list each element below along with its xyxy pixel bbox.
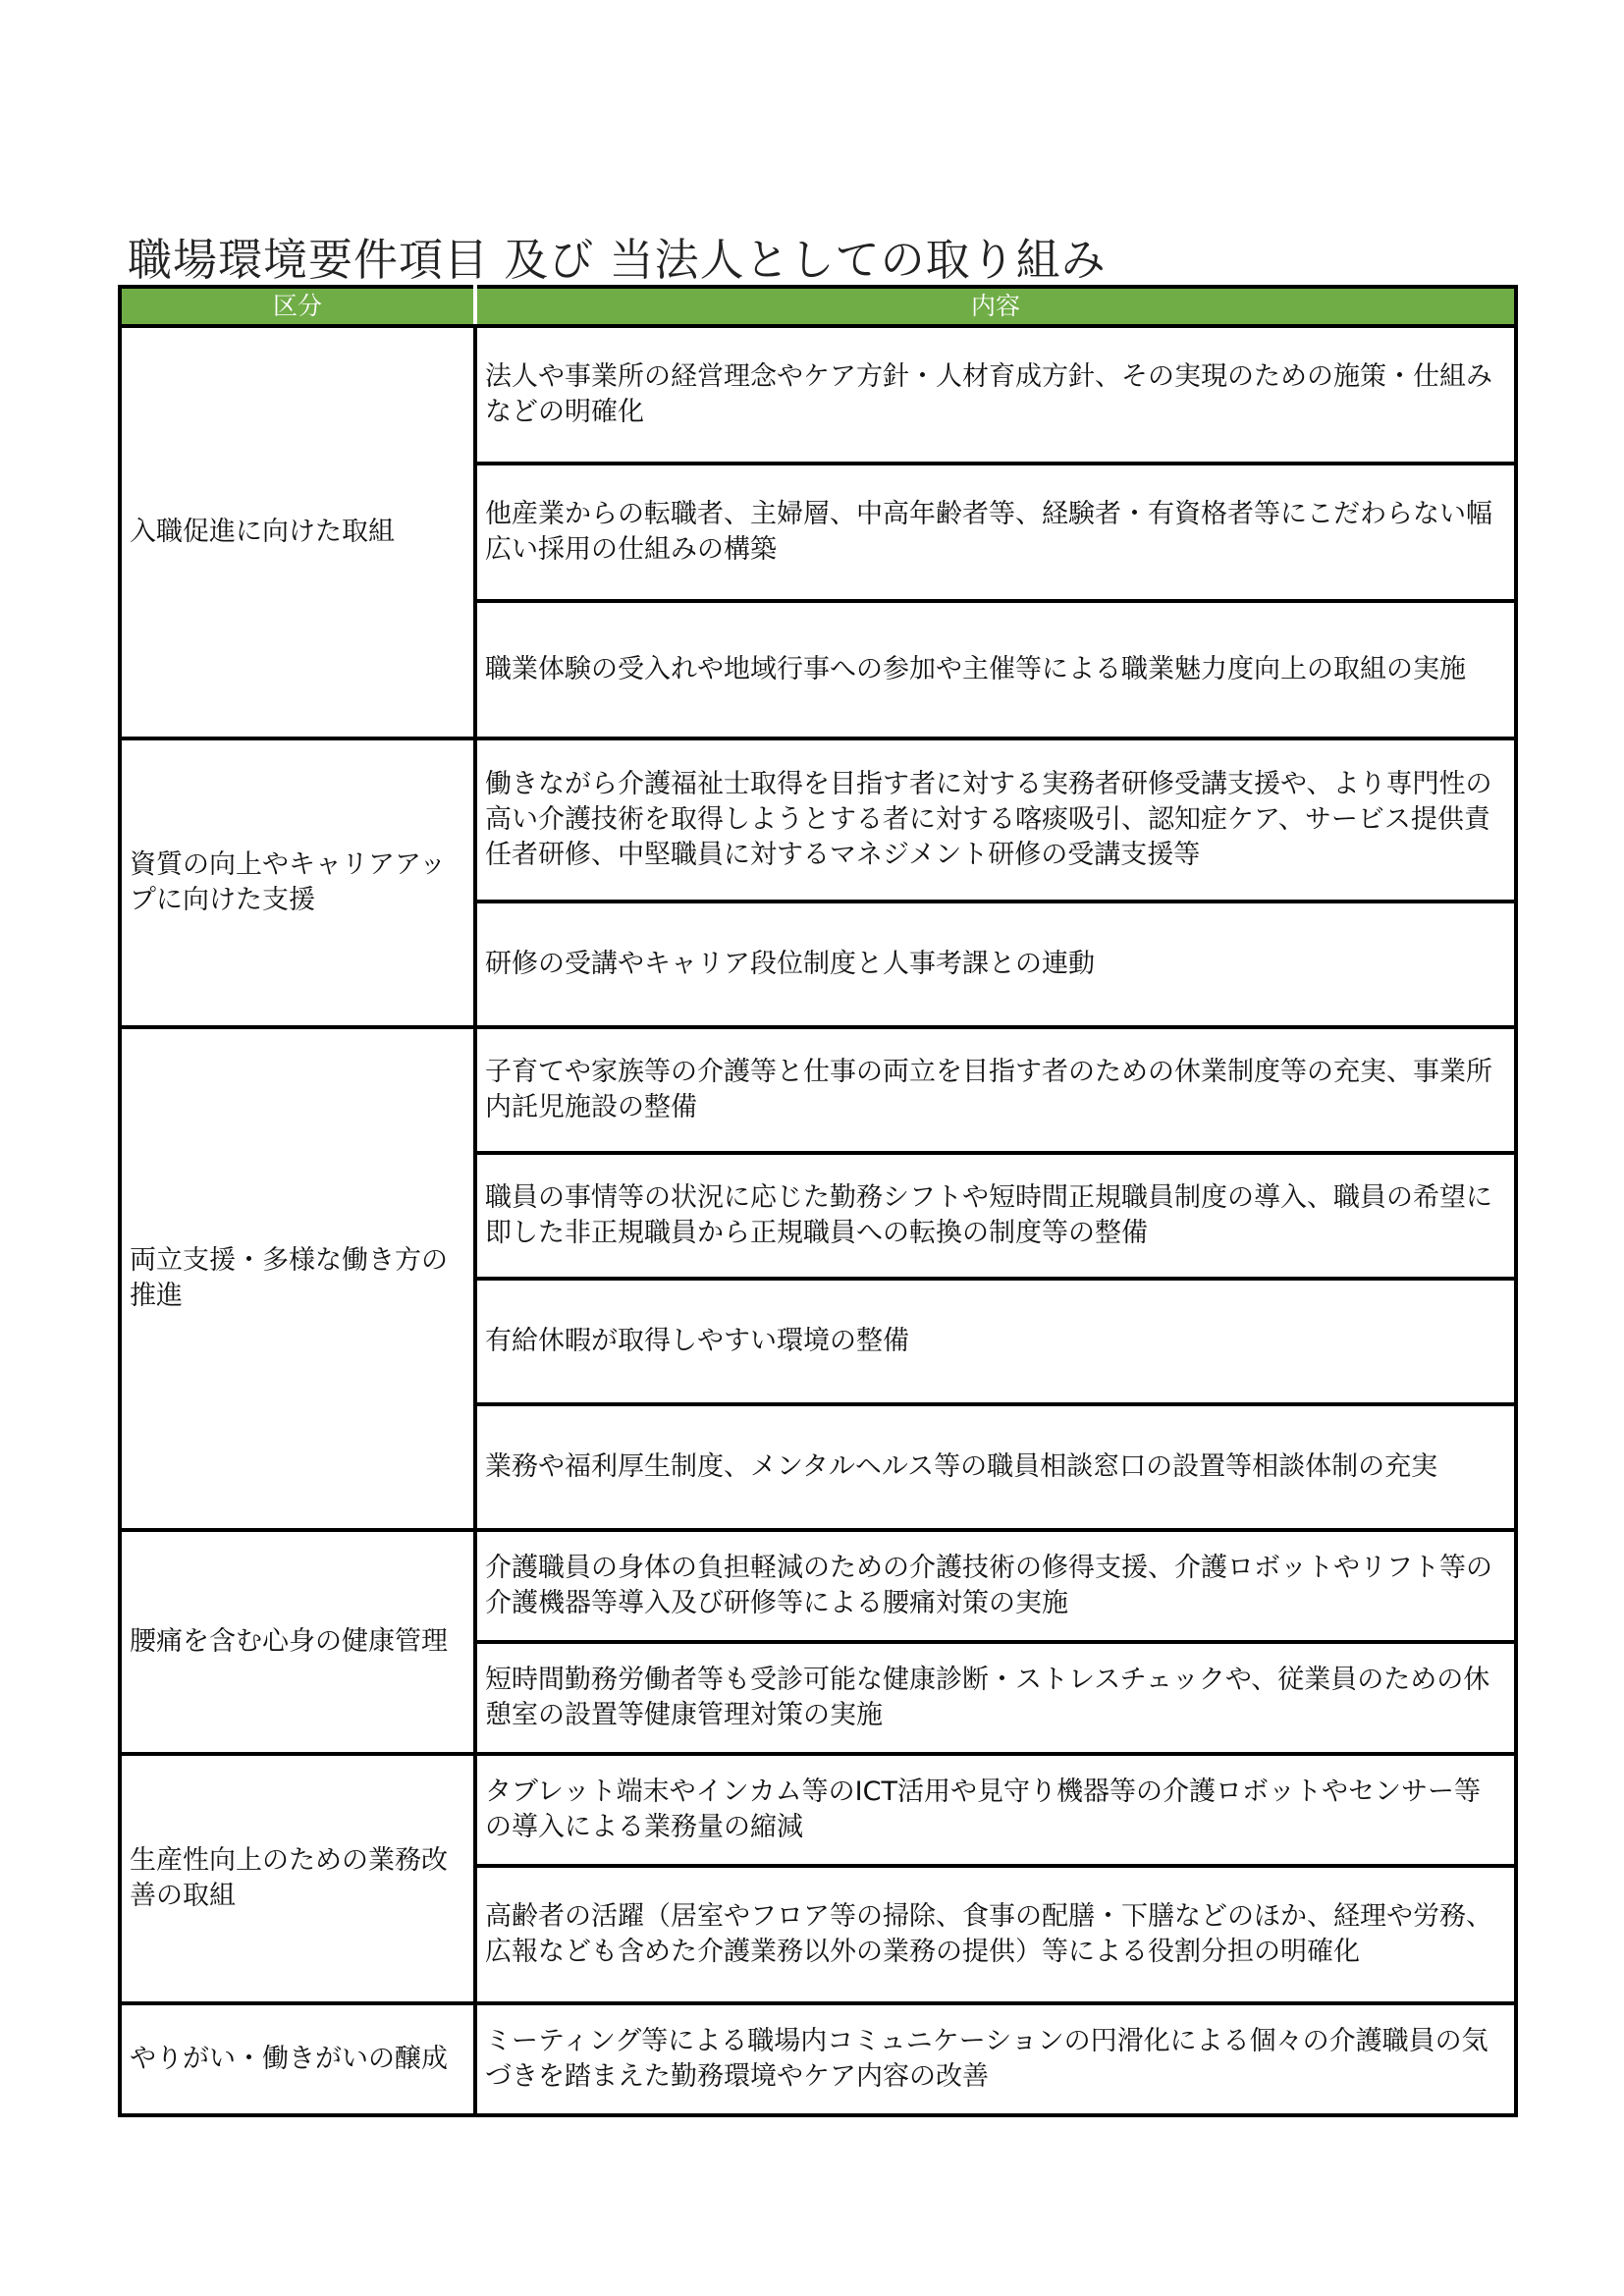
table-row bbox=[120, 738, 1516, 902]
category-cell: 腰痛を含む心身の健康管理 bbox=[120, 1530, 475, 1754]
table-row bbox=[120, 1754, 1516, 1866]
content-cell: 介護職員の身体の負担軽減のための介護技術の修得支援、介護ロボットやリフト等の介護機器等導入及び研修等による腰痛対策の実施 bbox=[475, 1530, 1516, 1642]
header-category: 区分 bbox=[120, 287, 475, 326]
content-cell: 法人や事業所の経営理念やケア方針・人材育成方針、その実現のための施策・仕組みなどの明確化 bbox=[475, 326, 1516, 464]
content-cell: 研修の受講やキャリア段位制度と人事考課との連動 bbox=[475, 902, 1516, 1027]
content-cell: 職員の事情等の状況に応じた勤務シフトや短時間正規職員制度の導入、職員の希望に即した非正規職員から正規職員への転換の制度等の整備 bbox=[475, 1153, 1516, 1279]
table-row bbox=[120, 1530, 1516, 1642]
table-row bbox=[120, 326, 1516, 464]
category-cell: やりがい・働きがいの醸成 bbox=[120, 2003, 475, 2115]
content-cell: 子育てや家族等の介護等と仕事の両立を目指す者のための休業制度等の充実、事業所内託児施設の整備 bbox=[475, 1027, 1516, 1153]
category-cell: 入職促進に向けた取組 bbox=[120, 326, 475, 738]
table-header-row bbox=[120, 287, 1516, 326]
page-title: 職場環境要件項目 及び 当法人としての取り組み bbox=[128, 234, 1107, 286]
content-cell: 有給休暇が取得しやすい環境の整備 bbox=[475, 1279, 1516, 1404]
content-cell: 業務や福利厚生制度、メンタルヘルス等の職員相談窓口の設置等相談体制の充実 bbox=[475, 1404, 1516, 1530]
table-row bbox=[120, 1027, 1516, 1153]
content-cell: 短時間勤務労働者等も受診可能な健康診断・ストレスチェックや、従業員のための休憩室の設置等健康管理対策の実施 bbox=[475, 1642, 1516, 1754]
content-cell: 高齢者の活躍（居室やフロア等の掃除、食事の配膳・下膳などのほか、経理や労務、広報なども含めた介護業務以外の業務の提供）等による役割分担の明確化 bbox=[475, 1866, 1516, 2003]
category-cell: 両立支援・多様な働き方の推進 bbox=[120, 1027, 475, 1530]
header-content: 内容 bbox=[475, 287, 1516, 326]
content-cell: 他産業からの転職者、主婦層、中高年齢者等、経験者・有資格者等にこだわらない幅広い採用の仕組みの構築 bbox=[475, 464, 1516, 601]
content-cell: タブレット端末やインカム等のICT活用や見守り機器等の介護ロボットやセンサー等の導入による業務量の縮減 bbox=[475, 1754, 1516, 1866]
content-cell: ミーティング等による職場内コミュニケーションの円滑化による個々の介護職員の気づきを踏まえた勤務環境やケア内容の改善 bbox=[475, 2003, 1516, 2115]
content-cell: 働きながら介護福祉士取得を目指す者に対する実務者研修受講支援や、より専門性の高い介護技術を取得しようとする者に対する喀痰吸引、認知症ケア、サービス提供責任者研修、中堅職員に対するマネジメント研修の受講支援等 bbox=[475, 738, 1516, 902]
category-cell: 生産性向上のための業務改善の取組 bbox=[120, 1754, 475, 2003]
category-cell: 資質の向上やキャリアアップに向けた支援 bbox=[120, 738, 475, 1027]
table-row bbox=[120, 2003, 1516, 2115]
requirements-table bbox=[118, 285, 1518, 2117]
content-cell: 職業体験の受入れや地域行事への参加や主催等による職業魅力度向上の取組の実施 bbox=[475, 601, 1516, 738]
